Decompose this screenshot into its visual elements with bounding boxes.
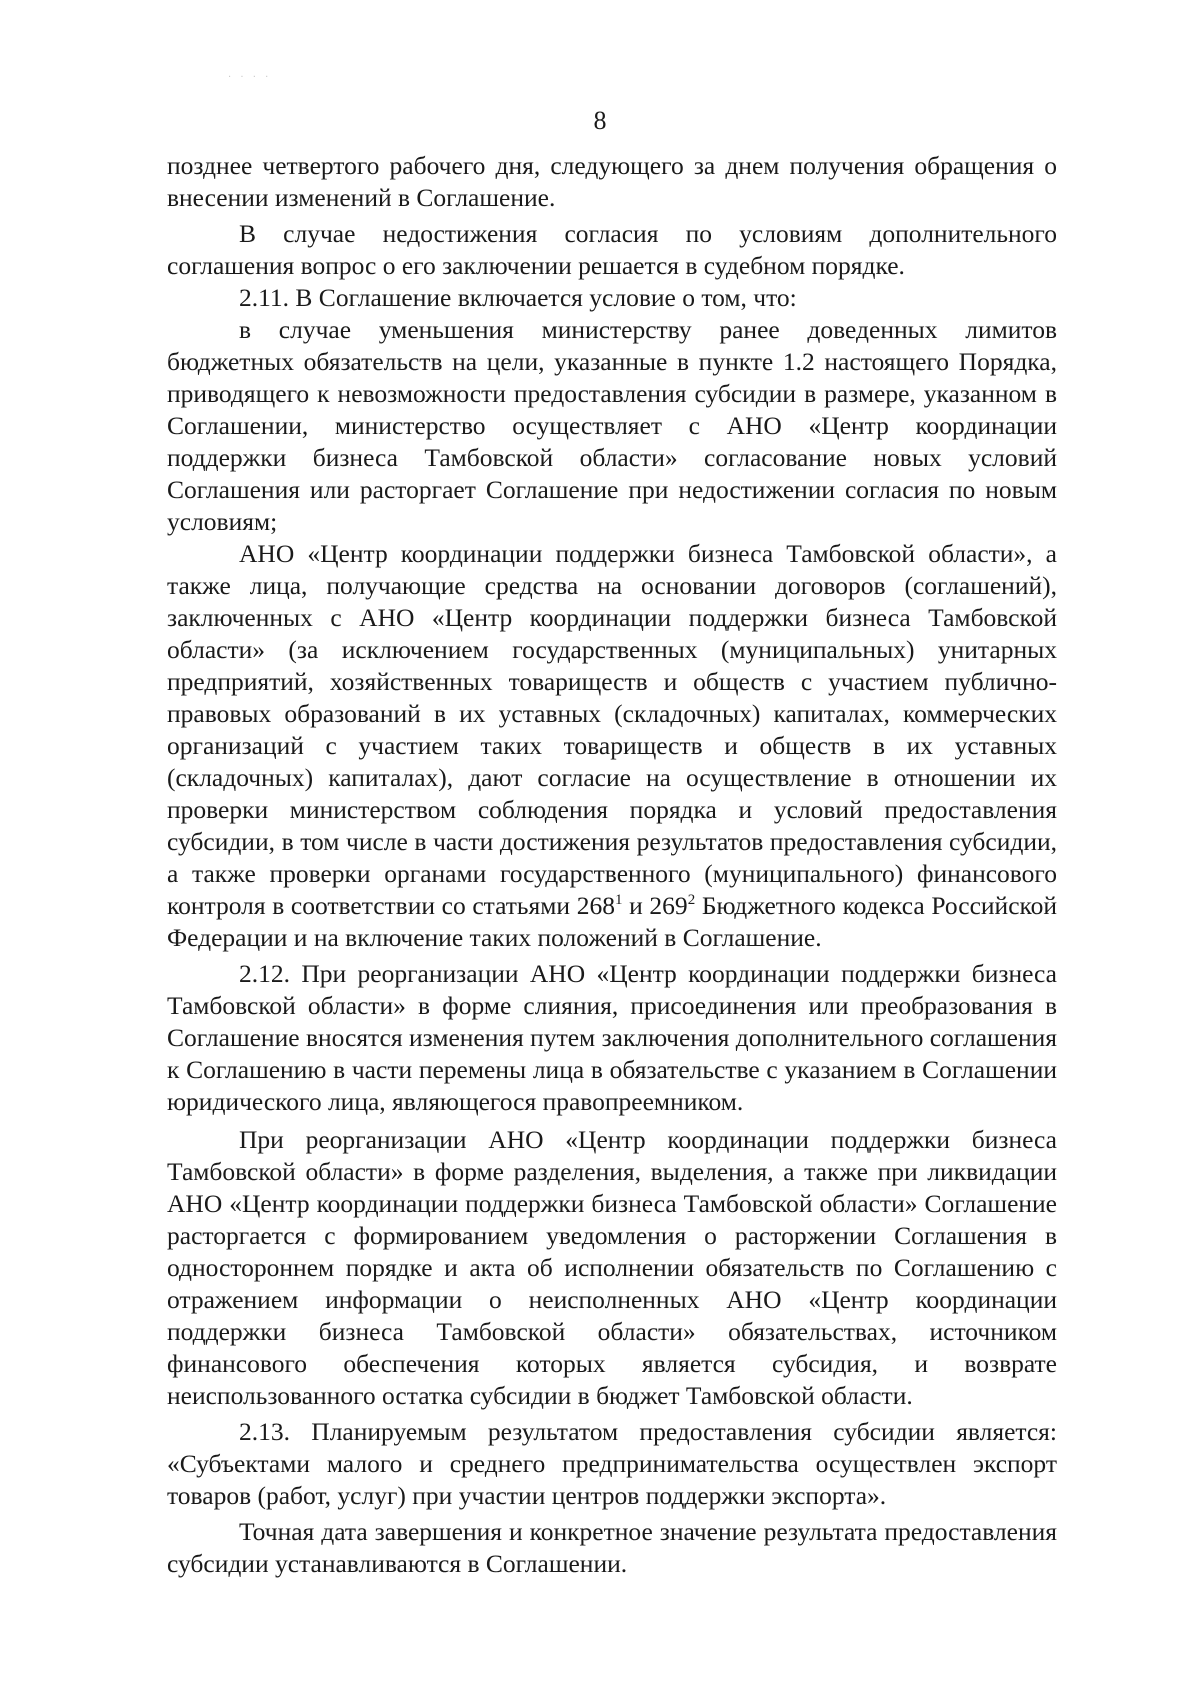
paragraph-section-2-13: 2.13. Планируемым результатом предоставления субсидии является: «Субъектами малого и среднего предпринимательства осуществлен экспорт товаров (работ, услуг) при участии центров поддержки экспорта».	[167, 1417, 1057, 1510]
paragraph-disagreement-court: В случае недостижения согласия по условиям дополнительного соглашения вопрос о его заключении решается в судебном порядке.	[167, 219, 1057, 280]
scan-artifact-mark: · · · ·	[228, 72, 272, 83]
paragraph-result-date: Точная дата завершения и конкретное значение результата предоставления субсидии устанавливаются в Соглашении.	[167, 1517, 1057, 1578]
paragraph-limits-reduction: в случае уменьшения министерству ранее доведенных лимитов бюджетных обязательств на цели, указанные в пункте 1.2 настоящего Порядка, приводящего к невозможности предоставления субсидии в размере, указанном в Соглашении, министерство осуществляет с АНО «Центр координации поддержки бизнеса Тамбовской области» согласование новых условий Соглашения или расторгает Соглашение при недостижении согласия по новым условиям;	[167, 315, 1057, 536]
paragraph-consent-inspection	[167, 538, 1057, 954]
paragraph-section-2-11: 2.11. В Соглашение включается условие о том, что:	[239, 283, 797, 312]
document-body	[167, 150, 1057, 1580]
footnote-sup-269: 2	[687, 891, 696, 908]
paragraph-section-2-12: 2.12. При реорганизации АНО «Центр координации поддержки бизнеса Тамбовской области» в форме слияния, присоединения или преобразования в Соглашение вносятся изменения путем заключения дополнительного соглашения к Соглашению в части перемены лица в обязательстве с указанием в Соглашении юридического лица, являющегося правопреемником.	[167, 959, 1057, 1116]
consent-text-part3: Бюджетного кодекса Российской Федерации и на включение таких положений в Соглашение.	[167, 891, 1057, 952]
consent-text-part2: и 269	[622, 891, 688, 920]
consent-text-part1: АНО «Центр координации поддержки бизнеса Тамбовской области», а также лица, получающие средства на основании договоров (соглашений), заключенных с АНО «Центр координации поддержки бизнеса Тамбовской области» (за исключением государственных (муниципальных) унитарных предприятий, хозяйственных товариществ и обществ с участием публично-правовых образований в их уставных (складочных) капиталах, коммерческих организаций с участием таких товариществ и обществ в их уставных (складочных) капиталах), дают согласие на осуществление в отношении их проверки министерством соблюдения порядка и условий предоставления субсидии, в том числе в части достижения результатов предоставления субсидии, а также проверки органами государственного (муниципального) финансового контроля в соответствии со статьями 268	[167, 539, 1057, 920]
footnote-sup-268: 1	[614, 891, 623, 908]
paragraph-continuation: позднее четвертого рабочего дня, следующего за днем получения обращения о внесении изменений в Соглашение.	[167, 151, 1057, 212]
paragraph-reorganization-liquidation: При реорганизации АНО «Центр координации поддержки бизнеса Тамбовской области» в форме разделения, выделения, а также при ликвидации АНО «Центр координации поддержки бизнеса Тамбовской области» Соглашение расторгается с формированием уведомления о расторжении Соглашения в одностороннем порядке и акта об исполнении обязательств по Соглашению с отражением информации о неисполненных АНО «Центр координации поддержки бизнеса Тамбовской области» обязательствах, источником финансового обеспечения которых является субсидия, и возврате неиспользованного остатка субсидии в бюджет Тамбовской области.	[167, 1125, 1057, 1410]
page-number: 8	[593, 106, 607, 135]
